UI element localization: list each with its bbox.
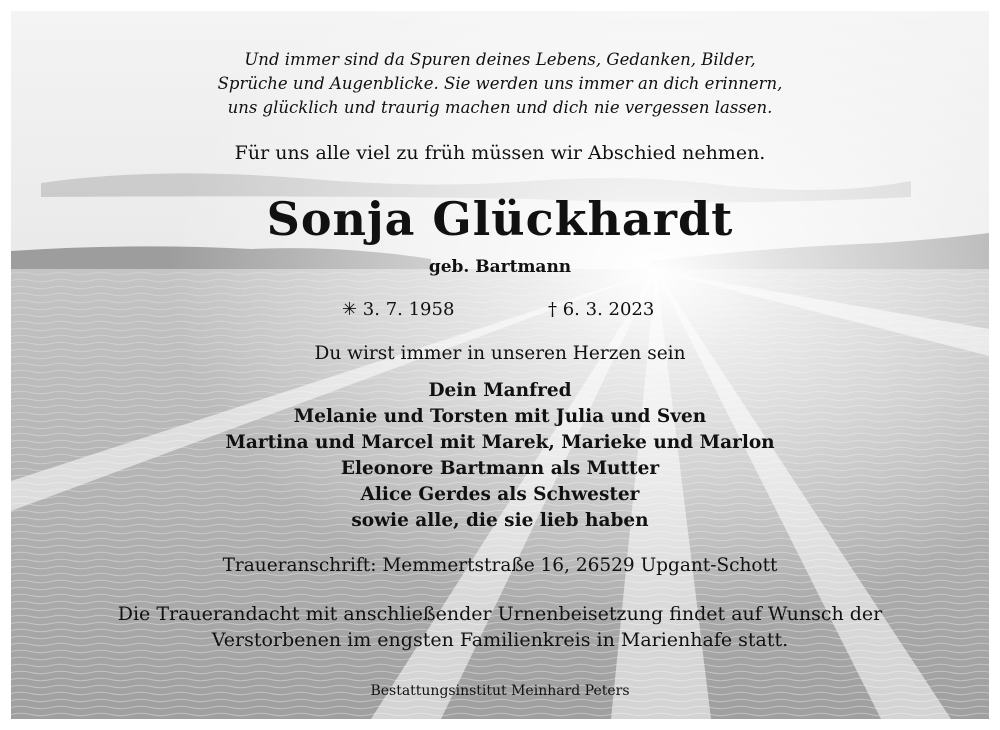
service-notice-line-1: Die Trauerandacht mit anschließender Urnenbeisetzung findet auf Wunsch der [117,603,883,625]
life-dates [0,299,1000,325]
mourner-line-4: Eleonore Bartmann als Mutter [340,458,660,479]
mourner-line-6: sowie alle, die sie lieb haben [351,510,649,531]
mourner-line-3: Martina und Marcel mit Marek, Marieke und Marlon [225,432,775,453]
mourning-address: Traueranschrift: Memmertstraße 16, 26529 Upgant-Schott [222,555,778,576]
motto-line: Du wirst immer in unseren Herzen sein [314,343,686,364]
birth-name: geb. Bartmann [428,257,572,277]
death-date: † 6. 3. 2023 [548,299,655,320]
birth-date: ✳ 3. 7. 1958 [342,299,455,320]
mourner-line-2: Melanie und Torsten mit Julia und Sven [293,406,707,427]
intro-line: Für uns alle viel zu früh müssen wir Abschied nehmen. [234,142,766,164]
deceased-name: Sonja Glückhardt [266,192,734,246]
service-notice-line-2: Verstorbenen im engsten Familienkreis in Marienhafe statt. [211,629,789,651]
poem-line-1: Und immer sind da Spuren deines Lebens, Gedanken, Bilder, [244,50,756,69]
mourner-line-5: Alice Gerdes als Schwester [360,484,640,505]
poem-line-2: Sprüche und Augenblicke. Sie werden uns immer an dich erinnern, [217,74,783,93]
funeral-home: Bestattungsinstitut Meinhard Peters [370,683,630,699]
poem-line-3: uns glücklich und traurig machen und dich nie vergessen lassen. [227,98,773,117]
mourner-line-1: Dein Manfred [428,380,572,401]
